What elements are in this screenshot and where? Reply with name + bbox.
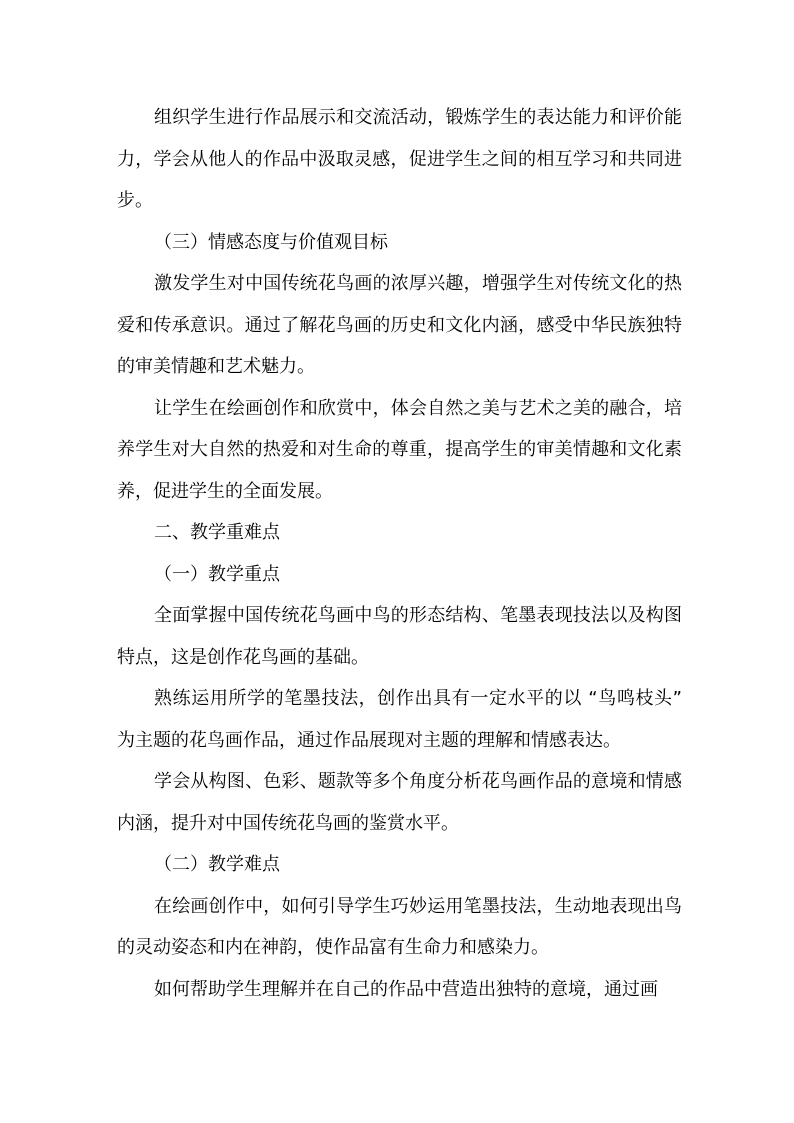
paragraph-key-point-1: 全面掌握中国传统花鸟画中鸟的形态结构、笔墨表现技法以及构图特点，这是创作花鸟画的基础。 xyxy=(117,605,682,668)
heading-key-points: （一）教学重点 xyxy=(154,563,280,585)
paragraph-interest-tradition: 激发学生对中国传统花鸟画的浓厚兴趣，增强学生对传统文化的热爱和传承意识。通过了解花鸟画的历史和文化内涵，感受中华民族独特的审美情趣和艺术魅力。 xyxy=(117,273,682,377)
paragraph-nature-art: 让学生在绘画创作和欣赏中，体会自然之美与艺术之美的融合，培养学生对大自然的热爱和对生命的尊重，提高学生的审美情趣和文化素养，促进学生的全面发展。 xyxy=(117,397,682,502)
heading-key-difficult-points: 二、教学重难点 xyxy=(154,522,280,543)
paragraph-difficult-point-2: 如何帮助学生理解并在自己的作品中营造出独特的意境，通过画 xyxy=(154,978,658,1000)
heading-difficult-points: （二）教学难点 xyxy=(154,854,280,875)
paragraph-exhibition-exchange: 组织学生进行作品展示和交流活动，锻炼学生的表达能力和评价能力，学会从他人的作品中汲取灵感，促进学生之间的相互学习和共同进步。 xyxy=(117,107,682,211)
paragraph-key-point-2: 熟练运用所学的笔墨技法，创作出具有一定水平的以 “鸟鸣枝头” 为主题的花鸟画作品，通过作品展现对主题的理解和情感表达。 xyxy=(117,688,682,751)
paragraph-key-point-3: 学会从构图、色彩、题款等多个角度分析花鸟画作品的意境和情感内涵，提升对中国传统花鸟画的鉴赏水平。 xyxy=(117,771,682,834)
document-body xyxy=(117,97,682,1010)
paragraph-difficult-point-1: 在绘画创作中，如何引导学生巧妙运用笔墨技法，生动地表现出鸟的灵动姿态和内在神韵，使作品富有生命力和感染力。 xyxy=(117,895,682,958)
heading-emotion-values-goal: （三）情感态度与价值观目标 xyxy=(154,231,388,253)
